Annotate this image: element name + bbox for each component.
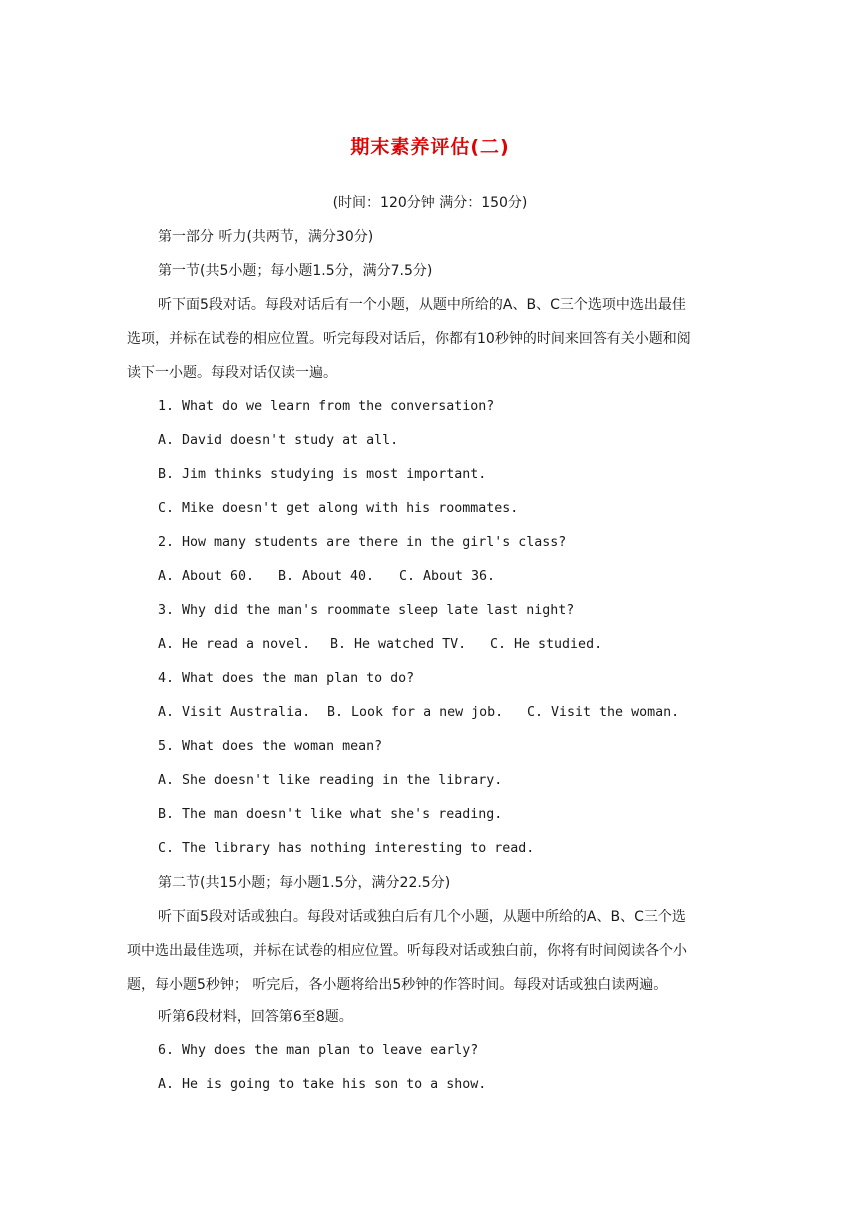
section1-instruction-line: 听下面5段对话。每段对话后有一个小题，从题中所给的A、B、C三个选项中选出最佳: [158, 297, 686, 313]
material-note: 听第6段材料，回答第6至8题。: [158, 1009, 353, 1025]
part1-heading: 第一部分 听力(共两节，满分30分): [158, 229, 374, 245]
exam-meta: (时间：120分钟 满分：150分): [332, 195, 528, 211]
page-title: 期末素养评估(二): [350, 136, 510, 158]
question-option: B. He watched TV.: [330, 637, 467, 652]
question-stem: 1. What do we learn from the conversation?: [158, 399, 495, 414]
question-option: B. Look for a new job.: [327, 705, 504, 720]
question-stem: 2. How many students are there in the girl's class?: [158, 535, 567, 550]
question-options-row: [158, 635, 602, 655]
question-options-row: [158, 567, 495, 587]
question-options-row: [158, 703, 679, 723]
section2-instruction-line: 项中选出最佳选项，并标在试卷的相应位置。听每段对话或独白前，你将有时间阅读各个小: [127, 943, 687, 959]
question-stem: 4. What does the man plan to do?: [158, 671, 415, 686]
section1-instruction-line: 读下一小题。每段对话仅读一遍。: [127, 365, 337, 381]
section2-instruction-line: 听下面5段对话或独白。每段对话或独白后有几个小题，从题中所给的A、B、C三个选: [158, 909, 686, 925]
question-option: A. David doesn't study at all.: [158, 433, 399, 448]
section1-instruction-line: 选项，并标在试卷的相应位置。听完每段对话后，你都有10秒钟的时间来回答有关小题和阅: [127, 331, 691, 347]
question-option: A. He is going to take his son to a show.: [158, 1077, 487, 1092]
section2-heading: 第二节(共15小题；每小题1.5分，满分22.5分): [158, 875, 451, 891]
question-option: A. About 60.: [158, 569, 255, 584]
question-option: C. Visit the woman.: [527, 705, 680, 720]
question-option: A. He read a novel.: [158, 637, 311, 652]
question-option: C. Mike doesn't get along with his roommates.: [158, 501, 519, 516]
question-option: C. The library has nothing interesting to read.: [158, 841, 535, 856]
question-option: B. About 40.: [278, 569, 375, 584]
question-stem: 3. Why did the man's roommate sleep late last night?: [158, 603, 575, 618]
question-option: C. He studied.: [490, 637, 603, 652]
question-option: B. Jim thinks studying is most important.: [158, 467, 487, 482]
question-stem: 5. What does the woman mean?: [158, 739, 383, 754]
question-stem: 6. Why does the man plan to leave early?: [158, 1043, 479, 1058]
question-option: A. Visit Australia.: [158, 705, 311, 720]
question-option: C. About 36.: [399, 569, 496, 584]
question-option: A. She doesn't like reading in the library.: [158, 773, 503, 788]
section2-instruction-line: 题，每小题5秒钟； 听完后，各小题将给出5秒钟的作答时间。每段对话或独白读两遍。: [127, 977, 668, 993]
question-option: B. The man doesn't like what she's reading.: [158, 807, 503, 822]
section1-heading: 第一节(共5小题；每小题1.5分，满分7.5分): [158, 263, 433, 279]
